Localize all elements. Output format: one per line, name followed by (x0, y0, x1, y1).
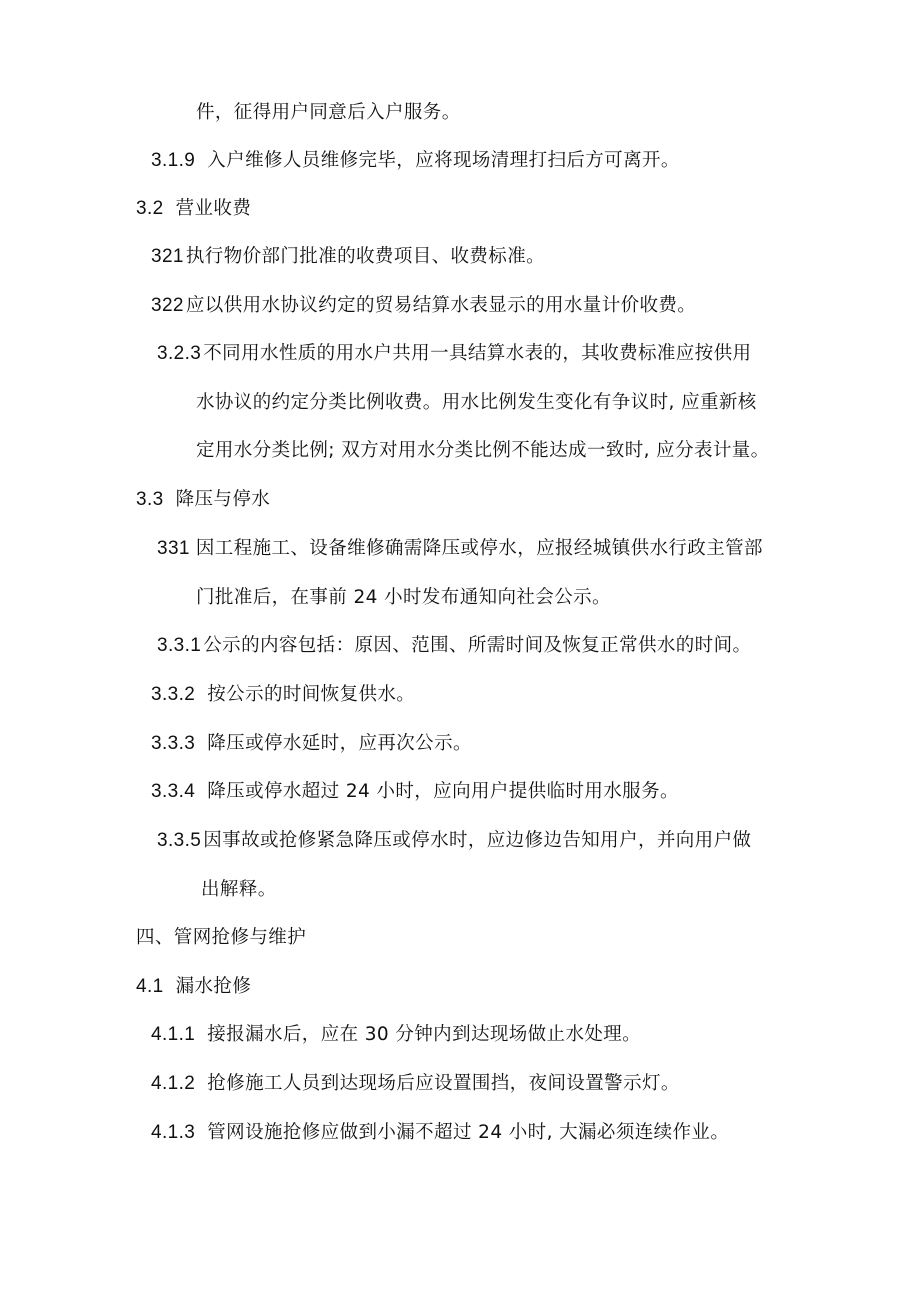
section-heading-4-1 (136, 974, 251, 1000)
line-text: 门批准后，在事前 24 小时发布通知向社会公示。 (196, 587, 611, 608)
section-number: 3.3 (136, 489, 164, 510)
section-title: 漏水抢修 (175, 976, 252, 997)
clause-text: 因工程施工、设备维修确需降压或停水，应报经城镇供水行政主管部 (195, 538, 763, 559)
clause-text: 降压或停水超过 24 小时，应向用户提供临时用水服务。 (207, 781, 679, 802)
section-number: 3.2 (136, 198, 164, 219)
clause-number: 331 (157, 538, 190, 559)
clause-number: 3.3.1 (157, 635, 202, 656)
clause-number: 3.3.3 (151, 733, 196, 754)
clause-text: 因事故或抢修紧急降压或停水时，应边修边告知用户，并向用户做 (203, 830, 752, 851)
clause-4-1-3 (151, 1120, 729, 1146)
line-text: 水协议的约定分类比例收费。用水比例发生变化有争议时, 应重新核 (196, 392, 757, 413)
clause-number: 4.1.2 (151, 1073, 196, 1094)
line-text: 定用水分类比例; 双方对用水分类比例不能达成一致时, 应分表计量。 (196, 440, 770, 461)
clause-3-3-2 (151, 682, 415, 708)
clause-text: 抢修施工人员到达现场后应设置围挡，夜间设置警示灯。 (207, 1073, 680, 1094)
clause-text: 接报漏水后，应在 30 分钟内到达现场做止水处理。 (207, 1024, 642, 1045)
clause-text: 执行物价部门批准的收费项目、收费标准。 (185, 246, 546, 267)
clause-3-3-4 (151, 779, 679, 805)
text-line-continuation (201, 877, 277, 903)
clause-number: 3.2.3 (157, 343, 202, 364)
clause-331 (157, 536, 763, 562)
text-line-continuation (196, 100, 461, 126)
section-heading-3-3 (136, 487, 270, 513)
chapter-heading-4 (136, 925, 306, 951)
section-number: 4.1 (136, 976, 164, 997)
line-text: 件，征得用户同意后入户服务。 (196, 102, 461, 123)
section-title: 降压与停水 (175, 489, 271, 510)
clause-number: 321 (151, 246, 184, 267)
clause-number: 4.1.1 (151, 1024, 196, 1045)
clause-text: 管网设施抢修应做到小漏不超过 24 小时, 大漏必须连续作业。 (207, 1122, 730, 1143)
clause-text: 应以供用水协议约定的贸易结算水表显示的用水量计价收费。 (185, 295, 697, 316)
clause-text: 按公示的时间恢复供水。 (207, 684, 416, 705)
clause-3-3-1 (157, 633, 751, 659)
clause-3-3-5 (157, 828, 751, 854)
clause-4-1-2 (151, 1071, 680, 1097)
clause-3-3-3 (151, 731, 472, 757)
text-line-continuation (196, 585, 611, 611)
clause-number: 3.3.2 (151, 684, 196, 705)
clause-text: 降压或停水延时，应再次公示。 (207, 733, 472, 754)
clause-322 (151, 293, 696, 319)
clause-number: 3.3.4 (151, 781, 196, 802)
clause-321 (151, 244, 545, 270)
section-title: 营业收费 (175, 198, 252, 219)
section-heading-3-2 (136, 196, 251, 222)
clause-number: 322 (151, 295, 184, 316)
clause-number: 3.3.5 (157, 830, 202, 851)
clause-4-1-1 (151, 1022, 641, 1048)
clause-text: 公示的内容包括：原因、范围、所需时间及恢复正常供水的时间。 (203, 635, 752, 656)
clause-text: 不同用水性质的用水户共用一具结算水表的，其收费标准应按供用 (203, 343, 752, 364)
chapter-title: 四、管网抢修与维护 (136, 927, 307, 948)
clause-3-2-3 (157, 341, 751, 367)
text-line-continuation (196, 438, 770, 464)
clause-text: 入户维修人员维修完毕，应将现场清理打扫后方可离开。 (207, 150, 680, 171)
text-line-continuation (196, 390, 757, 416)
clause-3-1-9 (151, 148, 680, 174)
line-text: 出解释。 (201, 879, 277, 900)
clause-number: 4.1.3 (151, 1122, 196, 1143)
clause-number: 3.1.9 (151, 150, 196, 171)
